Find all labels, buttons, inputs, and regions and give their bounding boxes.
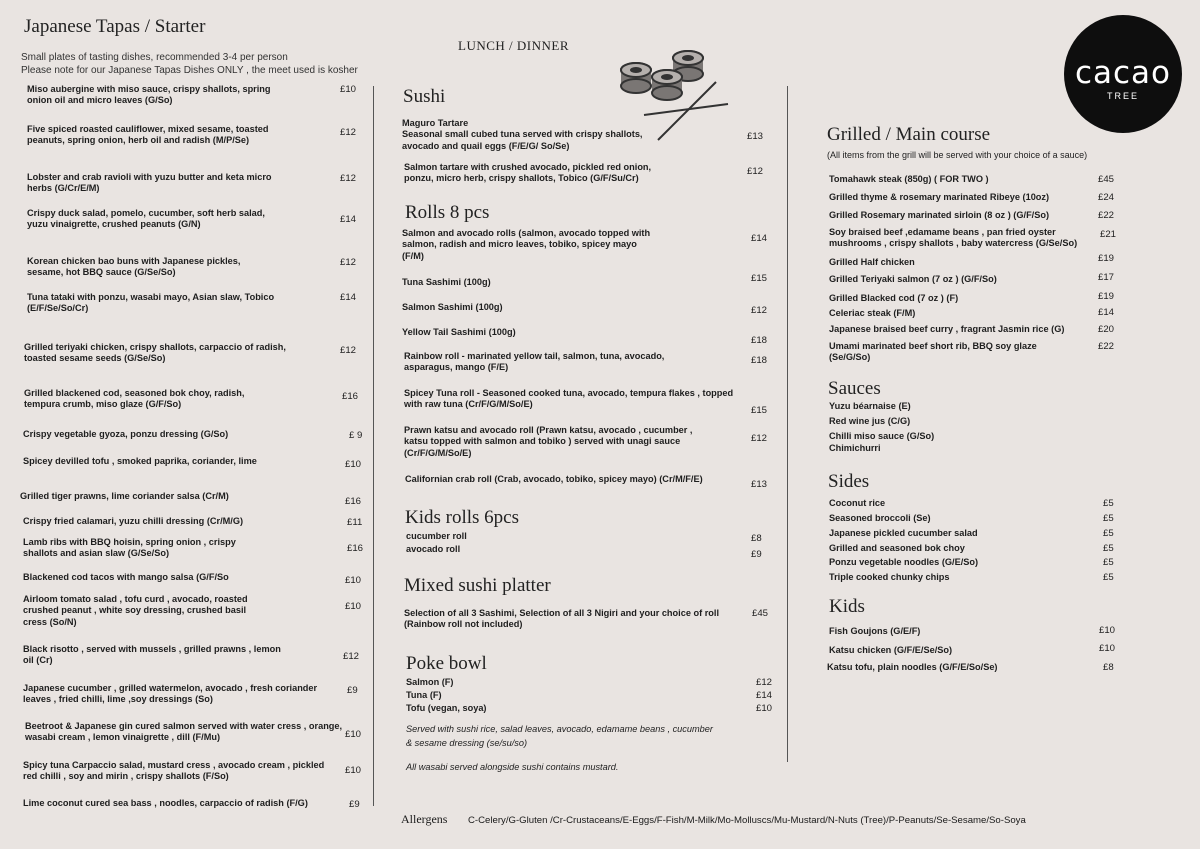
tapas-item-10: Spicey devilled tofu , smoked paprika, coriander, lime	[23, 456, 257, 466]
tapas-price-20: £9	[349, 799, 360, 810]
tapas-item-18: Beetroot & Japanese gin cured salmon served with water cress , orange, wasabi cream , lemon vinaigrette , dill (F/Mu)	[25, 721, 343, 743]
rolls-price-3: £12	[751, 305, 768, 316]
sides-item-5: Ponzu vegetable noodles (G/E/So)	[829, 557, 979, 567]
tapas-item-15: Airloom tomato salad , tofu curd , avocado, roasted crushed peanut , white soy dressing, crushed basil cress (So/N)	[23, 594, 248, 627]
tapas-item-5: Korean chicken bao buns with Japanese pickles, sesame, hot BBQ sauce (G/Se/So)	[27, 256, 241, 278]
tapas-price-3: £12	[340, 173, 357, 184]
rolls-item-8: Californian crab roll (Crab, avocado, tobiko, spicey mayo) (Cr/M/F/E)	[405, 474, 703, 484]
poke-price-3: £10	[756, 703, 773, 714]
poke-price-1: £12	[756, 677, 773, 688]
rolls-price-6: £15	[751, 405, 768, 416]
kids-rolls-price-1: £8	[751, 533, 762, 544]
grill-item-4: Soy braised beef ,edamame beans , pan fried oyster mushrooms , crispy shallots , baby watercress (G/Se/So)	[829, 227, 1078, 249]
rolls-item-7: Prawn katsu and avocado roll (Prawn katsu, avocado , cucumber , katsu topped with salmon and tobiko ) served with unagi sauce (Cr/F/G/M/So/E)	[404, 425, 693, 458]
tapas-price-9: £ 9	[349, 430, 363, 441]
kids-item-1: Fish Goujons (G/E/F)	[829, 626, 921, 636]
grill-price-7: £19	[1098, 291, 1115, 302]
tapas-item-12: Crispy fried calamari, yuzu chilli dressing (Cr/M/G)	[23, 516, 244, 526]
brand-tagline: TREE	[1106, 91, 1139, 101]
grill-price-2: £24	[1098, 192, 1115, 203]
grill-price-4: £21	[1100, 229, 1117, 240]
rolls-item-4: Yellow Tail Sashimi (100g)	[402, 327, 516, 337]
sushi-item-2: Salmon tartare with crushed avocado, pickled red onion, ponzu, micro herb, crispy shallots, Tobico (G/F/Su/Cr)	[404, 162, 652, 184]
sides-price-5: £5	[1103, 557, 1114, 568]
kids-rolls-item-1: cucumber roll	[406, 531, 467, 541]
tapas-item-7: Grilled teriyaki chicken, crispy shallots, carpaccio of radish, toasted sesame seeds (G/Se/So)	[24, 342, 286, 364]
sides-item-1: Coconut rice	[829, 498, 886, 508]
grill-price-5: £19	[1098, 253, 1115, 264]
sushi-item-1: Maguro Tartare Seasonal small cubed tuna served with crispy shallots, avocado and quail eggs (F/E/G/ So/Se)	[402, 118, 643, 151]
sides-price-1: £5	[1103, 498, 1114, 509]
sides-item-2: Seasoned broccoli (Se)	[829, 513, 931, 523]
sides-item-4: Grilled and seasoned bok choy	[829, 543, 965, 553]
allergens-text: C-Celery/G-Gluten /Cr-Crustaceans/E-Eggs/F-Fish/M-Milk/Mo-Molluscs/Mu-Mustard/N-Nuts (Tree)/P-Peanuts/Se-Sesame/So-Soya	[468, 815, 1026, 826]
wasabi-note: All wasabi served alongside sushi contains mustard.	[406, 762, 619, 772]
grill-price-9: £20	[1098, 324, 1115, 335]
grill-item-1: Tomahawk steak (850g) ( FOR TWO )	[829, 174, 989, 184]
rolls-title: Rolls 8 pcs	[405, 202, 490, 223]
sides-price-6: £5	[1103, 572, 1114, 583]
grill-item-2: Grilled thyme & rosemary marinated Ribeye (10oz)	[829, 192, 1050, 202]
grill-price-10: £22	[1098, 341, 1115, 352]
tapas-item-3: Lobster and crab ravioli with yuzu butter and keta micro herbs (G/Cr/E/M)	[27, 172, 272, 194]
poke-price-2: £14	[756, 690, 773, 701]
column-divider-left	[373, 86, 374, 806]
sides-item-3: Japanese pickled cucumber salad	[829, 528, 978, 538]
kids-price-3: £8	[1103, 662, 1114, 673]
tapas-item-20: Lime coconut cured sea bass , noodles, carpaccio of radish (F/G)	[23, 798, 308, 808]
sides-price-2: £5	[1103, 513, 1114, 524]
tapas-price-13: £16	[347, 543, 364, 554]
tapas-price-8: £16	[342, 391, 359, 402]
grill-subtitle: (All items from the grill will be served with your choice of a sauce)	[827, 150, 1088, 160]
platter-desc: Selection of all 3 Sashimi, Selection of all 3 Nigiri and your choice of roll (Rainbow roll not included)	[404, 608, 719, 630]
poke-title: Poke bowl	[406, 653, 487, 674]
rolls-price-1: £14	[751, 233, 768, 244]
kids-item-3: Katsu tofu, plain noodles (G/F/E/So/Se)	[827, 662, 998, 672]
rolls-price-5: £18	[751, 355, 768, 366]
tapas-subtitle: Small plates of tasting dishes, recommended 3-4 per person	[21, 52, 288, 63]
grill-price-6: £17	[1098, 272, 1115, 283]
sauces-item-3: Chilli miso sauce (G/So)	[829, 431, 935, 441]
tapas-price-7: £12	[340, 345, 357, 356]
platter-price: £45	[752, 608, 769, 619]
sides-price-4: £5	[1103, 543, 1114, 554]
tapas-item-4: Crispy duck salad, pomelo, cucumber, soft herb salad, yuzu vinaigrette, crushed peanuts (G/N)	[27, 208, 265, 230]
tapas-price-5: £12	[340, 257, 357, 268]
tapas-item-19: Spicy tuna Carpaccio salad, mustard cress , avocado cream , pickled red chilli , soy and mirin , crispy shallots (F/So)	[23, 760, 325, 782]
poke-item-2: Tuna (F)	[406, 690, 442, 700]
rolls-price-4: £18	[751, 335, 768, 346]
grill-item-6: Grilled Teriyaki salmon (7 oz ) (G/F/So)	[829, 274, 997, 284]
rolls-item-3: Salmon Sashimi (100g)	[402, 302, 503, 312]
brand-name: cacao	[1074, 55, 1172, 91]
kids-rolls-item-2: avocado roll	[406, 544, 461, 554]
rolls-price-8: £13	[751, 479, 768, 490]
sushi-price-2: £12	[747, 166, 764, 177]
kids-item-2: Katsu chicken (G/F/E/Se/So)	[829, 645, 953, 655]
sushi-price-1: £13	[747, 131, 764, 142]
tapas-price-11: £16	[345, 496, 362, 507]
tapas-price-12: £11	[347, 517, 363, 528]
poke-item-3: Tofu (vegan, soya)	[406, 703, 487, 713]
tapas-price-19: £10	[345, 765, 362, 776]
tapas-price-2: £12	[340, 127, 357, 138]
grill-price-8: £14	[1098, 307, 1115, 318]
tapas-item-8: Grilled blackened cod, seasoned bok choy, radish, tempura crumb, miso glaze (G/F/So)	[24, 388, 245, 410]
rolls-item-5: Rainbow roll - marinated yellow tail, salmon, tuna, avocado, asparagus, mango (F/E)	[404, 351, 665, 373]
tapas-price-15: £10	[345, 601, 362, 612]
tapas-price-4: £14	[340, 214, 357, 225]
tapas-price-10: £10	[345, 459, 362, 470]
grill-price-3: £22	[1098, 210, 1115, 221]
tapas-item-2: Five spiced roasted cauliflower, mixed sesame, toasted peanuts, spring onion, herb oil and radish (M/P/Se)	[27, 124, 269, 146]
column-divider-right	[787, 86, 788, 762]
poke-item-1: Salmon (F)	[406, 677, 454, 687]
kids-rolls-price-2: £9	[751, 549, 762, 560]
rolls-item-2: Tuna Sashimi (100g)	[402, 277, 491, 287]
rolls-item-1: Salmon and avocado rolls (salmon, avocado topped with salmon, radish and micro leaves, tobiko, spicey mayo (F/M)	[402, 228, 651, 261]
rolls-item-6: Spicey Tuna roll - Seasoned cooked tuna, avocado, tempura flakes , topped with raw tuna (Cr/F/G/M/So/E)	[404, 388, 734, 410]
tapas-item-17: Japanese cucumber , grilled watermelon, avocado , fresh coriander leaves , fried chilli, lime ,soy dressings (So)	[23, 683, 318, 705]
tapas-item-16: Black risotto , served with mussels , grilled prawns , lemon oil (Cr)	[23, 644, 281, 666]
sauces-item-4: Chimichurri	[829, 443, 881, 453]
grill-item-9: Japanese braised beef curry , fragrant Jasmin rice (G)	[829, 324, 1065, 334]
grill-item-5: Grilled Half chicken	[829, 257, 915, 267]
tapas-note: Please note for our Japanese Tapas Dishes ONLY , the meet used is kosher	[21, 65, 358, 76]
kids-price-1: £10	[1099, 625, 1116, 636]
grill-item-8: Celeriac steak (F/M)	[829, 308, 916, 318]
grill-title: Grilled / Main course	[827, 124, 991, 145]
tapas-price-1: £10	[340, 84, 357, 95]
sides-title: Sides	[828, 471, 870, 492]
tapas-item-6: Tuna tataki with ponzu, wasabi mayo, Asian slaw, Tobico (E/F/Se/So/Cr)	[27, 292, 275, 314]
tapas-price-16: £12	[343, 651, 360, 662]
sushi-title: Sushi	[403, 86, 446, 107]
sauces-title: Sauces	[828, 378, 881, 399]
kids-title: Kids	[829, 596, 865, 617]
grill-price-1: £45	[1098, 174, 1115, 185]
allergens-label: Allergens	[401, 812, 448, 826]
poke-served-note: Served with sushi rice, salad leaves, avocado, edamame beans , cucumber & sesame dressing (se/su/so)	[406, 724, 713, 748]
service-heading: LUNCH / DINNER	[458, 38, 569, 53]
tapas-item-11: Grilled tiger prawns, lime coriander salsa (Cr/M)	[20, 491, 229, 501]
kids-price-2: £10	[1099, 643, 1116, 654]
sauces-item-2: Red wine jus (C/G)	[829, 416, 911, 426]
tapas-price-6: £14	[340, 292, 357, 303]
kids-rolls-title: Kids rolls 6pcs	[405, 507, 519, 528]
platter-title: Mixed sushi platter	[404, 575, 551, 596]
rolls-price-2: £15	[751, 273, 768, 284]
sauces-item-1: Yuzu béarnaise (E)	[829, 401, 911, 411]
brand-logo	[1064, 15, 1182, 133]
tapas-price-17: £9	[347, 685, 358, 696]
tapas-price-18: £10	[345, 729, 362, 740]
tapas-item-14: Blackened cod tacos with mango salsa (G/F/So	[23, 572, 229, 582]
grill-item-10: Umami marinated beef short rib, BBQ soy glaze (Se/G/So)	[829, 341, 1037, 363]
rolls-price-7: £12	[751, 433, 768, 444]
tapas-item-9: Crispy vegetable gyoza, ponzu dressing (G/So)	[23, 429, 229, 439]
sides-item-6: Triple cooked chunky chips	[829, 572, 950, 582]
tapas-item-13: Lamb ribs with BBQ hoisin, spring onion , crispy shallots and asian slaw (G/Se/So)	[23, 537, 236, 559]
grill-item-3: Grilled Rosemary marinated sirloin (8 oz ) (G/F/So)	[829, 210, 1050, 220]
tapas-title: Japanese Tapas / Starter	[24, 16, 206, 37]
tapas-item-1: Miso aubergine with miso sauce, crispy shallots, spring onion oil and micro leaves (G/So)	[27, 84, 271, 106]
sides-price-3: £5	[1103, 528, 1114, 539]
grill-item-7: Grilled Blacked cod (7 oz ) (F)	[829, 293, 959, 303]
tapas-price-14: £10	[345, 575, 362, 586]
